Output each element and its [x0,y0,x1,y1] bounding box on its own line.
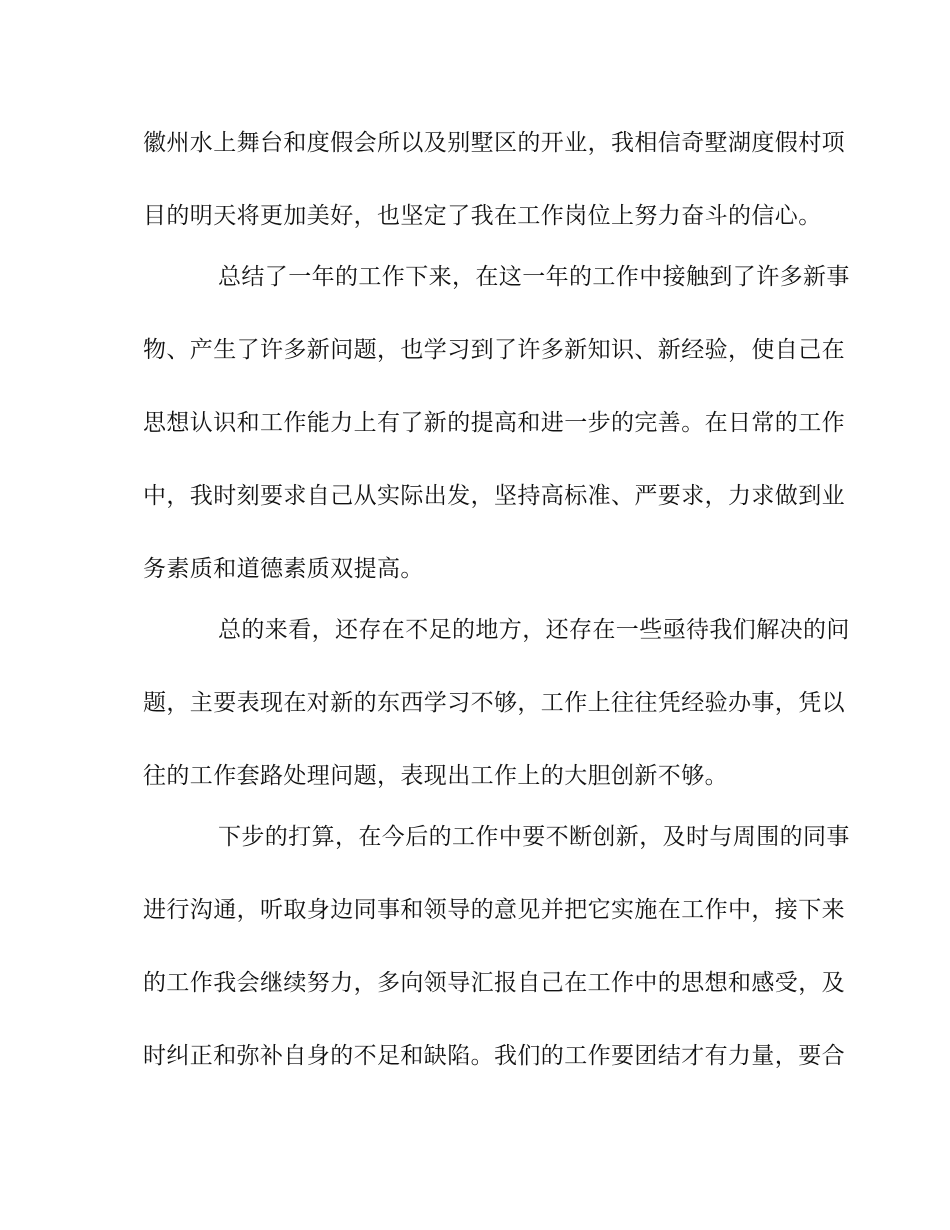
paragraph-start-line: 总结了一年的工作下来，在这一年的工作中接触到了许多新事 [218,264,850,290]
text-line: 目的明天将更加美好，也坚定了我在工作岗位上努力奋斗的信心。 [143,203,822,229]
text-line: 物、产生了许多新问题，也学习到了许多新知识、新经验，使自己在 [143,337,845,363]
text-line: 中，我时刻要求自己从实际出发，坚持高标准、严要求，力求做到业 [143,483,845,509]
paragraph-start-line: 总的来看，还存在不足的地方，还存在一些亟待我们解决的问 [218,617,850,643]
text-line: 徽州水上舞台和度假会所以及别墅区的开业，我相信奇墅湖度假村项 [143,130,845,156]
text-line: 思想认识和工作能力上有了新的提高和进一步的完善。在日常的工作 [143,410,845,436]
text-line: 时纠正和弥补自身的不足和缺陷。我们的工作要团结才有力量，要合 [143,1043,845,1069]
paragraph-start-line: 下步的打算，在今后的工作中要不断创新，及时与周围的同事 [218,824,850,850]
text-line: 题，主要表现在对新的东西学习不够，工作上往往凭经验办事，凭以 [143,690,845,716]
text-line: 务素质和道德素质双提高。 [143,556,424,582]
text-line: 进行沟通，听取身边同事和领导的意见并把它实施在工作中，接下来 [143,897,845,923]
text-line: 往的工作套路处理问题，表现出工作上的大胆创新不够。 [143,763,728,789]
text-line: 的工作我会继续努力，多向领导汇报自己在工作中的思想和感受，及 [143,970,845,996]
